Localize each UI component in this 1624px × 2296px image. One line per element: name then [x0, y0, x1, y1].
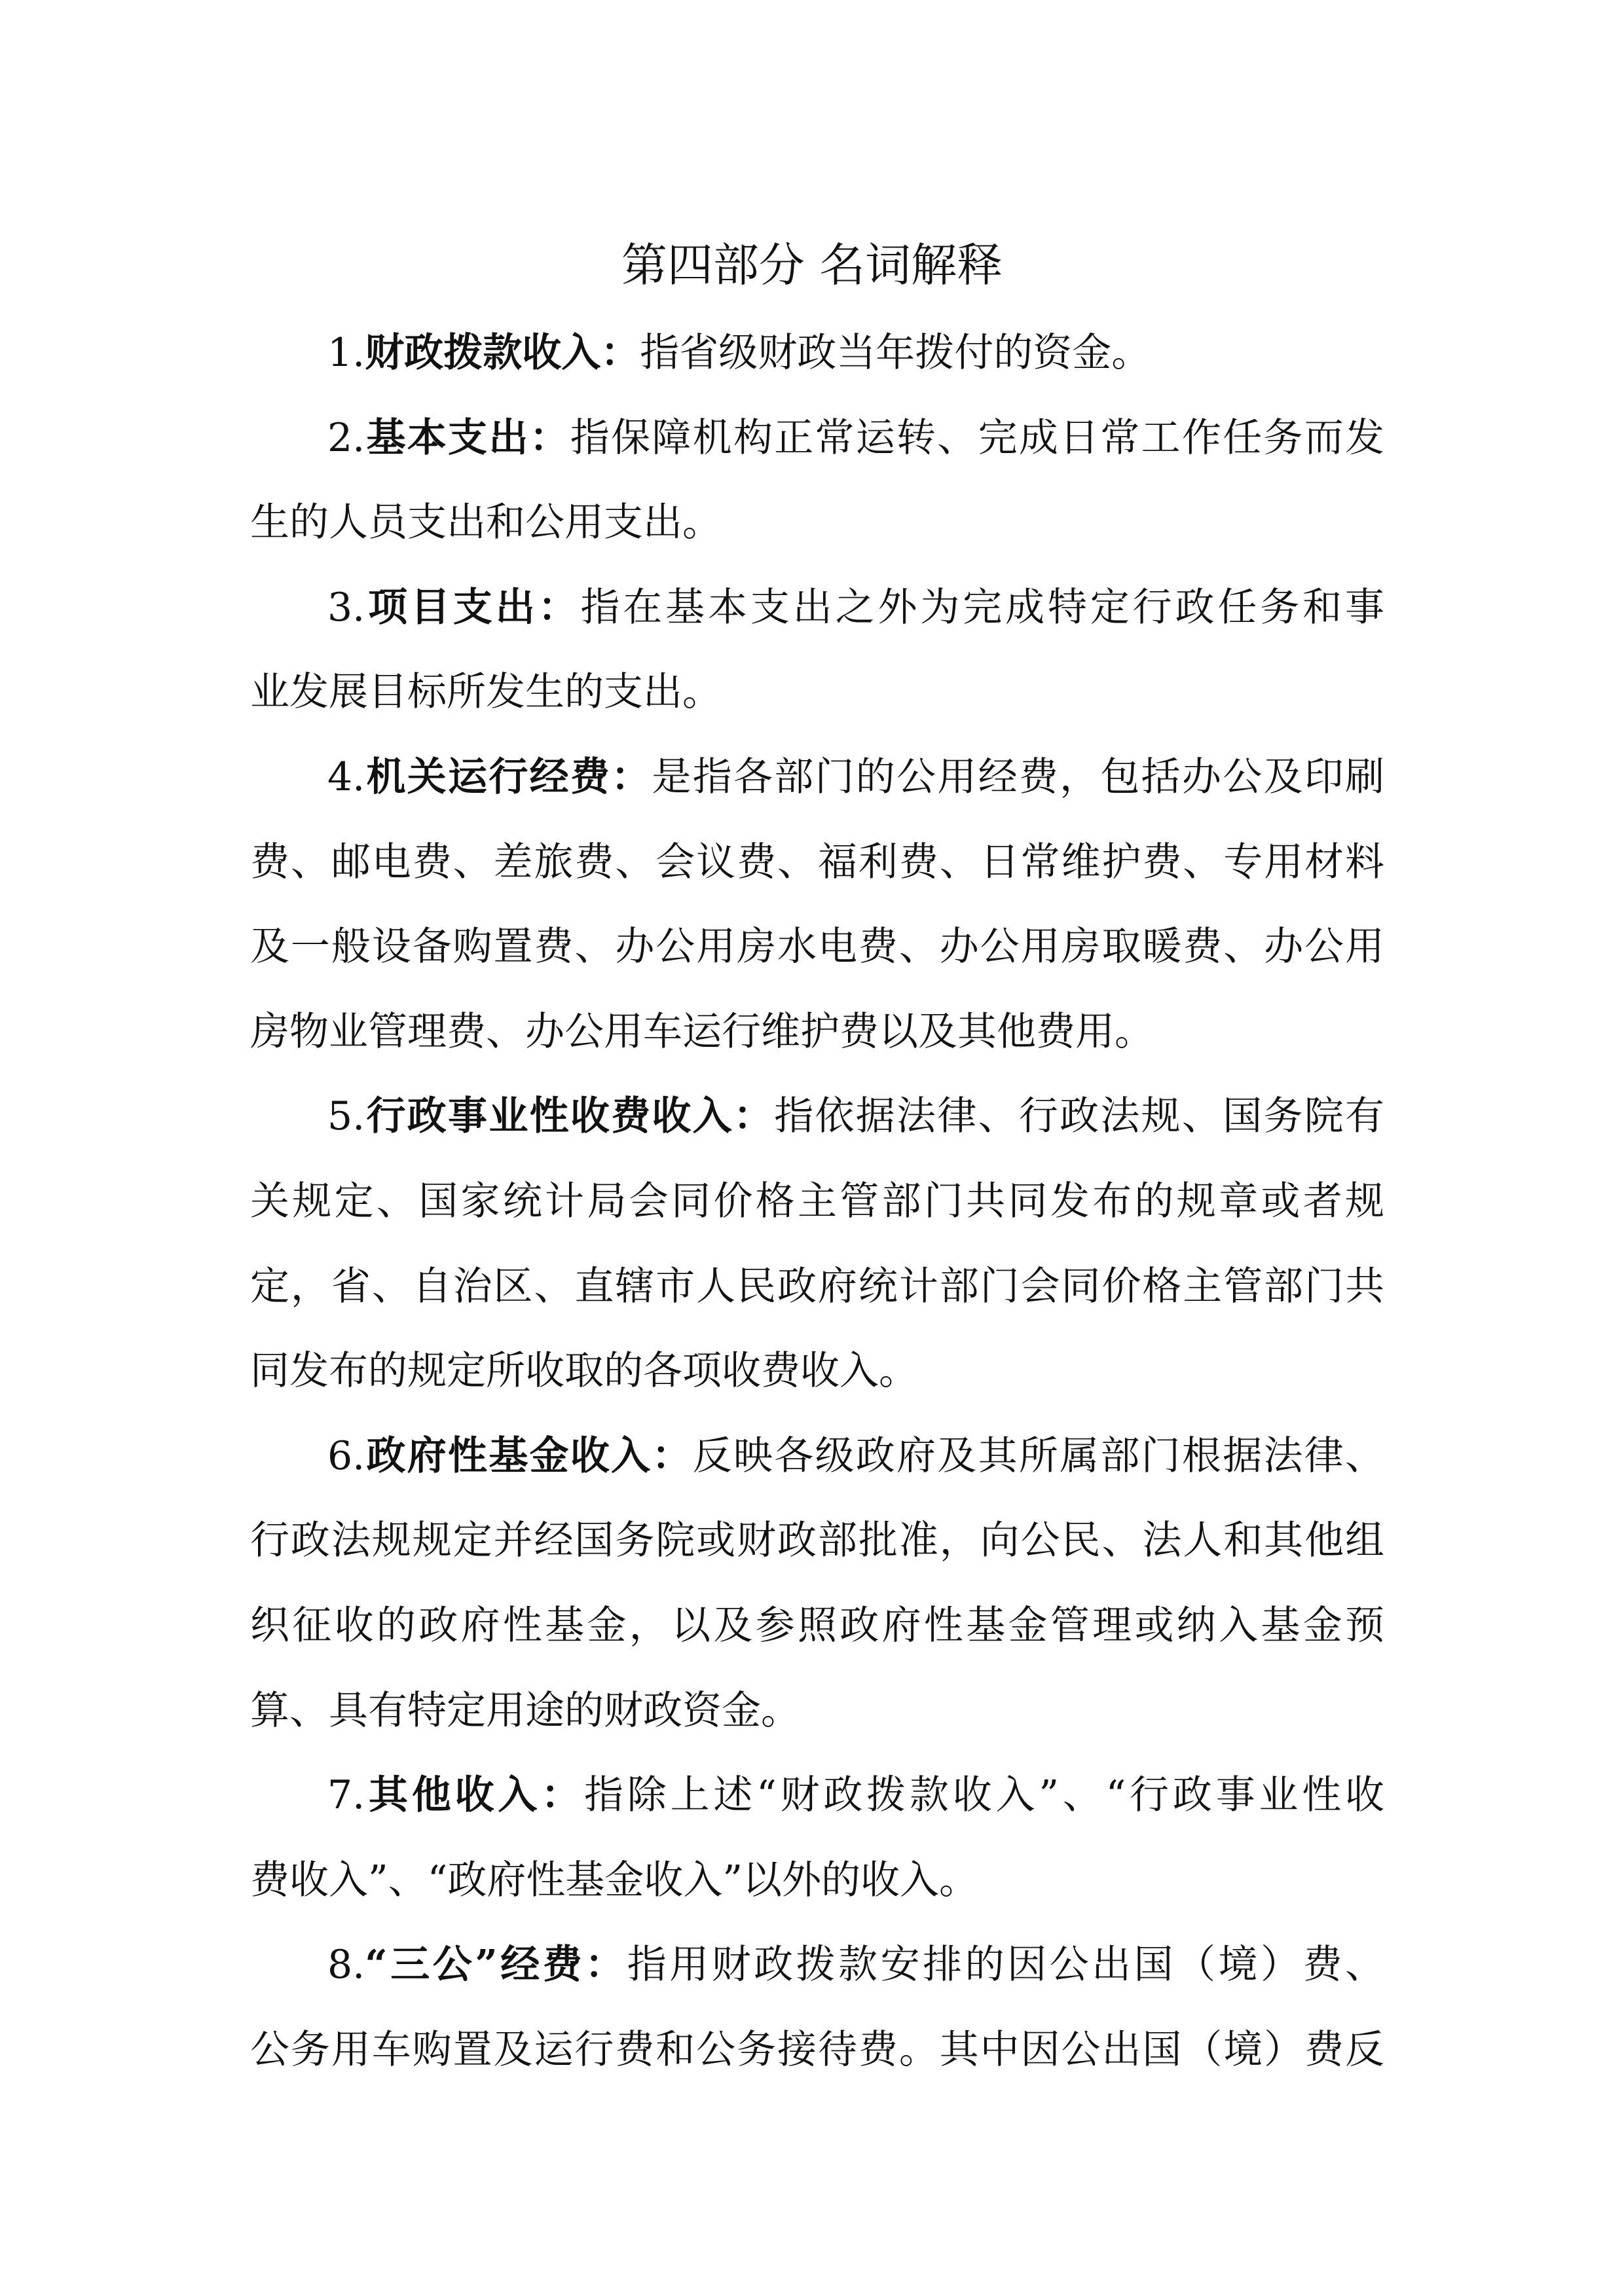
glossary-entry-3 — [250, 566, 1384, 735]
entry-continuation-line: 定，省、自治区、直辖市人民政府统计部门会同价格主管部门共 — [250, 1263, 1384, 1309]
entry-continuation-line: 业发展目标所发生的支出。 — [250, 669, 722, 716]
entry-continuation-line: 同发布的规定所收取的各项收费收入。 — [250, 1348, 918, 1394]
glossary-entry-1 — [250, 311, 1384, 396]
entry-term: “三公”经费： — [365, 1942, 627, 1988]
entry-term: 政府性基金收入： — [365, 1432, 693, 1479]
entry-continuation-line: 费收入”、“政府性基金收入”以外的收入。 — [250, 1857, 979, 1903]
entry-definition-text: 指省级财政当年拨付的资金。 — [640, 330, 1151, 376]
entry-number: 4. — [327, 754, 365, 800]
entry-definition-text: 是指各部门的公用经费，包括办公及印刷 — [652, 754, 1384, 800]
glossary-entry-7 — [250, 1753, 1384, 1923]
entry-continuation-line: 关规定、国家统计局会同价格主管部门共同发布的规章或者规 — [250, 1178, 1384, 1224]
entry-first-line — [250, 1074, 1384, 1159]
entry-term: 行政事业性收费收入： — [365, 1093, 775, 1140]
entry-number: 3. — [327, 584, 365, 630]
entry-first-line — [250, 1414, 1384, 1499]
entry-number: 6. — [327, 1432, 365, 1479]
page-title: 第四部分 名词解释 — [621, 238, 1003, 292]
entry-definition-text: 指依据法律、行政法规、国务院有 — [774, 1093, 1384, 1140]
entry-number: 2. — [327, 414, 365, 461]
glossary-entry-6 — [250, 1414, 1384, 1753]
glossary-entry-4 — [250, 735, 1384, 1074]
entry-first-line — [250, 1753, 1384, 1838]
entry-first-line — [250, 396, 1384, 481]
entry-first-line — [250, 735, 1384, 820]
entry-continuation-line: 房物业管理费、办公用车运行维护费以及其他费用。 — [250, 1008, 1154, 1055]
entry-definition-text: 指保障机构正常运转、完成日常工作任务而发 — [570, 414, 1384, 461]
entry-continuation-line: 及一般设备购置费、办公用房水电费、办公用房取暖费、办公用 — [250, 924, 1384, 970]
entry-term: 机关运行经费： — [365, 754, 652, 800]
entry-number: 5. — [327, 1093, 365, 1140]
entry-first-line — [250, 566, 1384, 651]
entry-continuation-line: 行政法规规定并经国务院或财政部批准，向公民、法人和其他组 — [250, 1518, 1384, 1564]
entry-first-line — [250, 1923, 1384, 2008]
entry-number: 8. — [327, 1942, 365, 1988]
entry-number: 7. — [327, 1772, 365, 1819]
entry-number: 1. — [327, 330, 365, 376]
entry-continuation-line: 算、具有特定用途的财政资金。 — [250, 1687, 800, 1734]
glossary-entry-5 — [250, 1074, 1384, 1413]
entry-definition-text: 指除上述“财政拨款收入”、“行政事业性收 — [583, 1772, 1384, 1819]
entry-definition-text: 反映各级政府及其所属部门根据法律、 — [692, 1432, 1384, 1479]
entry-continuation-line: 公务用车购置及运行费和公务接待费。其中因公出国（境）费反 — [250, 2026, 1384, 2073]
glossary — [250, 311, 1384, 2092]
entry-term: 财政拨款收入： — [365, 330, 640, 376]
entry-continuation-line: 费、邮电费、差旅费、会议费、福利费、日常维护费、专用材料 — [250, 839, 1384, 885]
entry-definition-text: 指用财政拨款安排的因公出国（境）费、 — [627, 1942, 1384, 1988]
entry-term: 项目支出： — [365, 584, 581, 630]
entry-first-line — [250, 311, 1384, 396]
glossary-entry-8 — [250, 1923, 1384, 2092]
entry-continuation-line: 生的人员支出和公用支出。 — [250, 500, 722, 546]
entry-term: 其他收入： — [365, 1772, 584, 1819]
entry-definition-text: 指在基本支出之外为完成特定行政任务和事 — [580, 584, 1384, 630]
entry-continuation-line: 织征收的政府性基金，以及参照政府性基金管理或纳入基金预 — [250, 1602, 1384, 1649]
entry-term: 基本支出： — [365, 414, 570, 461]
glossary-entry-2 — [250, 396, 1384, 566]
